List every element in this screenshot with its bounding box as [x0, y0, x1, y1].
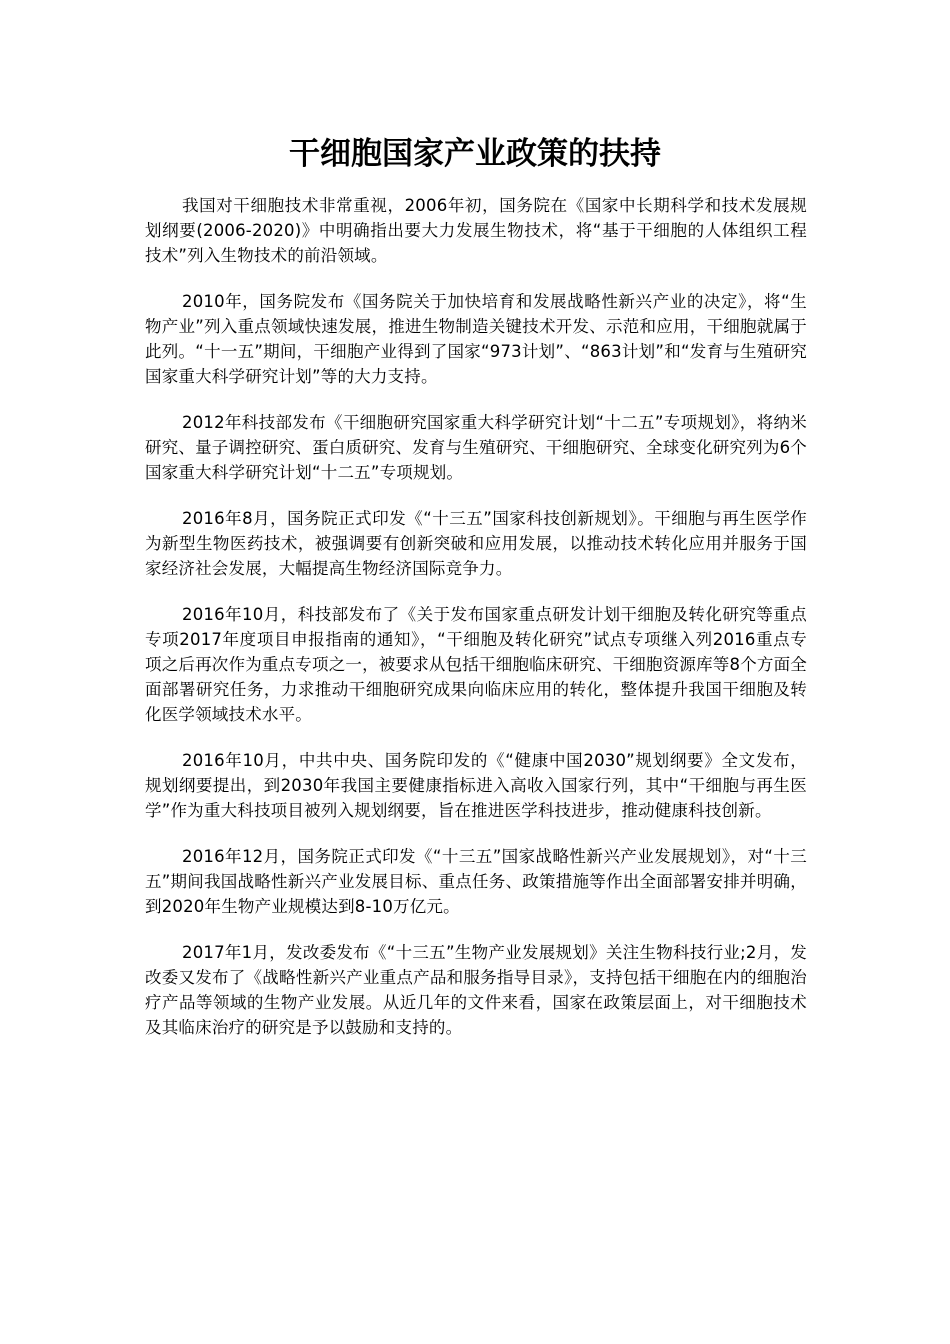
paragraph: 2016年12月，国务院正式印发《“十三五”国家战略性新兴产业发展规划》，对“十三五”期间我国战略性新兴产业发展目标、重点任务、政策措施等作出全面部署安排并明确，到2020年生物产业规模达到8-10万亿元。: [145, 847, 807, 916]
document-body: [145, 193, 807, 1061]
paragraph: 2016年8月，国务院正式印发《“十三五”国家科技创新规划》。干细胞与再生医学作为新型生物医药技术，被强调要有创新突破和应用发展，以推动技术转化应用并服务于国家经济社会发展，大幅提高生物经济国际竞争力。: [145, 509, 807, 578]
document-title: 干细胞国家产业政策的扶持: [289, 136, 661, 172]
paragraph: 2016年10月，中共中央、国务院印发的《“健康中国2030”规划纲要》全文发布，规划纲要提出，到2030年我国主要健康指标进入高收入国家行列，其中“干细胞与再生医学”作为重大科技项目被列入规划纲要，旨在推进医学科技进步，推动健康科技创新。: [145, 751, 807, 820]
paragraph: 我国对干细胞技术非常重视，2006年初，国务院在《国家中长期科学和技术发展规划纲要(2006-2020)》中明确指出要大力发展生物技术，将“基于干细胞的人体组织工程技术”列入生物技术的前沿领域。: [145, 196, 807, 265]
paragraph: 2010年，国务院发布《国务院关于加快培育和发展战略性新兴产业的决定》，将“生物产业”列入重点领域快速发展，推进生物制造关键技术开发、示范和应用，干细胞就属于此列。“十一五”期间，干细胞产业得到了国家“973计划”、“863计划”和“发育与生殖研究国家重大科学研究计划”等的大力支持。: [145, 292, 807, 386]
paragraph: 2012年科技部发布《干细胞研究国家重大科学研究计划“十二五”专项规划》，将纳米研究、量子调控研究、蛋白质研究、发育与生殖研究、干细胞研究、全球变化研究列为6个国家重大科学研究计划“十二五”专项规划。: [145, 413, 807, 482]
paragraph: 2016年10月，科技部发布了《关于发布国家重点研发计划干细胞及转化研究等重点专项2017年度项目申报指南的通知》，“干细胞及转化研究”试点专项继入列2016重点专项之后再次作为重点专项之一，被要求从包括干细胞临床研究、干细胞资源库等8个方面全面部署研究任务，力求推动干细胞研究成果向临床应用的转化，整体提升我国干细胞及转化医学领域技术水平。: [145, 605, 807, 724]
paragraph: 2017年1月，发改委发布《“十三五”生物产业发展规划》关注生物科技行业;2月，发改委又发布了《战略性新兴产业重点产品和服务指导目录》，支持包括干细胞在内的细胞治疗产品等领域的生物产业发展。从近几年的文件来看，国家在政策层面上，对干细胞技术及其临床治疗的研究是予以鼓励和支持的。: [145, 943, 807, 1037]
